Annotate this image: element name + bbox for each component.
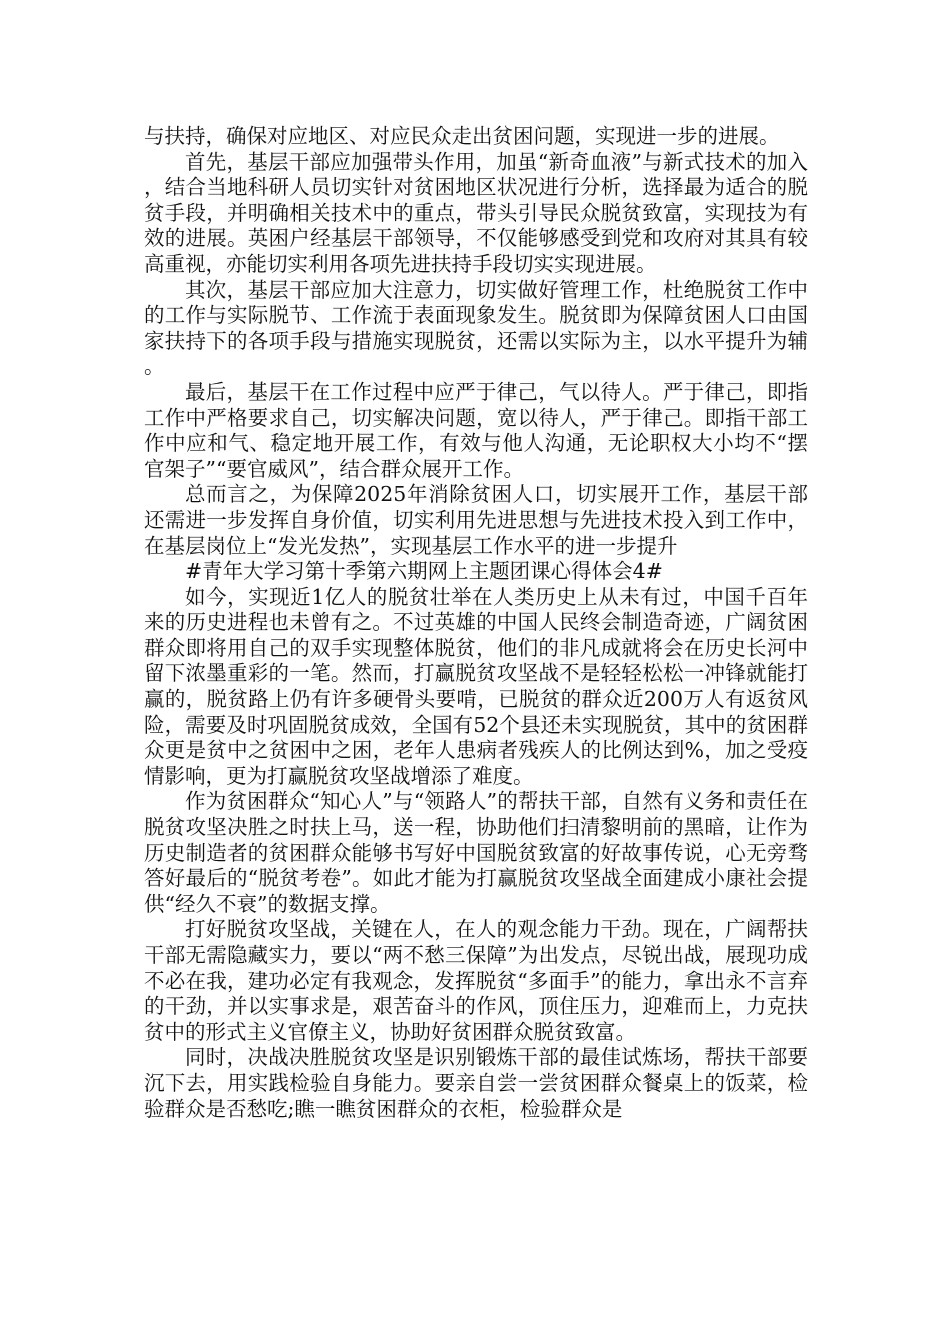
paragraph-key-people: 打好脱贫攻坚战，关键在人，在人的观念能力干劲。现在，广阔帮扶干部无需隐藏实力，要以“两不愁三保障”为出发点，尽锐出战，展现功成不必在我，建功必定有我观念，发挥脱贫“多面手”的能力，拿出永不言弃的干劲，并以实事求是，艰苦奋斗的作风，顶住压力，迎难而上，力克扶贫中的形式主义官僚主义，协助好贫困群众脱贫致富。 (144, 917, 808, 1044)
document-body (144, 124, 808, 1122)
paragraph-last: 最后，基层干在工作过程中应严于律己，气以待人。严于律己，即指工作中严格要求自己，切实解决问题，宽以待人，严于律己。即指干部工作中应和气、稳定地开展工作，有效与他人沟通，无论职权大小均不“摆官架子”“要官威风”，结合群众展开工作。 (144, 379, 808, 481)
paragraph-training-ground: 同时，决战决胜脱贫攻坚是识别锻炼干部的最佳试炼场，帮扶干部要沉下去，用实践检验自身能力。要亲自尝一尝贫困群众餐桌上的饭菜，检验群众是否愁吃;瞧一瞧贫困群众的衣柜，检验群众是 (144, 1045, 808, 1121)
paragraph-continuation: 与扶持，确保对应地区、对应民众走出贫困问题，实现进一步的进展。 (144, 124, 780, 148)
section-heading: #青年大学习第十季第六期网上主题团课心得体会4# (185, 559, 663, 584)
paragraph-cadres-role: 作为贫困群众“知心人”与“领路人”的帮扶干部，自然有义务和责任在脱贫攻坚决胜之时扶上马，送一程，协助他们扫清黎明前的黑暗，让作为历史制造者的贫困群众能够书写好中国脱贫致富的好故事传说，心无旁骛答好最后的“脱贫考卷”。如此才能为打赢脱贫攻坚战全面建成小康社会提供“经久不衰”的数据支撑。 (144, 789, 808, 916)
paragraph-summary: 总而言之，为保障2025年消除贫困人口，切实展开工作，基层干部还需进一步发挥自身价值，切实利用先进思想与先进技术投入到工作中，在基层岗位上“发光发热”，实现基层工作水平的进一步提升 (144, 482, 808, 558)
paragraph-second: 其次，基层干部应加大注意力，切实做好管理工作，杜绝脱贫工作中的工作与实际脱节、工作流于表面现象发生。脱贫即为保障贫困人口由国家扶持下的各项手段与措施实现脱贫，还需以实际为主，以水平提升为辅。 (144, 277, 808, 379)
paragraph-first: 首先，基层干部应加强带头作用，加虽“新奇血液”与新式技术的加入，结合当地科研人员切实针对贫困地区状况进行分析，选择最为适合的脱贫手段，并明确相关技术中的重点，带头引导民众脱贫致富，实现技为有效的进展。英困户经基层干部领导，不仅能够感受到党和攻府对其具有较高重视，亦能切实利用各项先进扶持手段切实实现进展。 (144, 149, 808, 276)
paragraph-intro: 如今，实现近1亿人的脱贫壮举在人类历史上从未有过，中国千百年来的历史进程也未曾有之。不过英雄的中国人民终会制造奇迹，广阔贫困群众即将用自己的双手实现整体脱贫，他们的非凡成就将会在历史长河中留下浓墨重彩的一笔。然而，打赢脱贫攻坚战不是轻轻松松一冲锋就能打赢的，脱贫路上仍有许多硬骨头要啃，已脱贫的群众近200万人有返贫风险，需要及时巩固脱贫成效，全国有52个县还未实现脱贫，其中的贫困群众更是贫中之贫困中之困，老年人患病者残疾人的比例达到%，加之受疫情影响，更为打赢脱贫攻坚战增添了难度。 (144, 584, 808, 788)
